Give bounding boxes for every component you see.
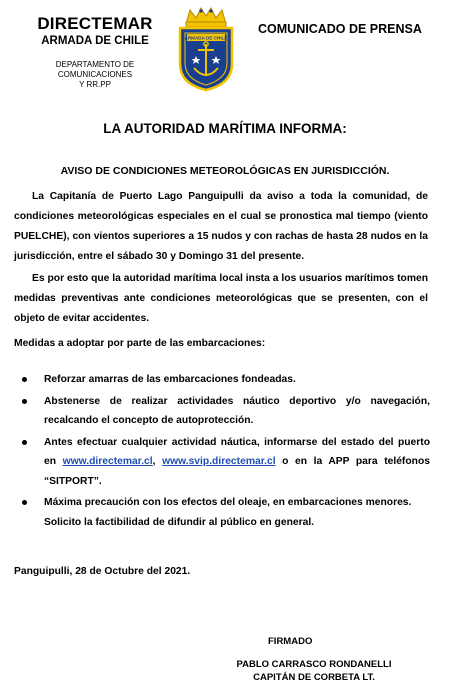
document-date: Panguipulli, 28 de Octubre del 2021. (14, 566, 191, 577)
list-item (20, 433, 430, 492)
closing-request: Solicito la factibilidad de difundir al público en general. (44, 517, 315, 528)
paragraph-recommendation: Es por esto que la autoridad marítima local insta a los usuarios marítimos tomen medidas preventivas ante condiciones meteorológicas que se presenten, con el objeto de evitar accidentes. (14, 273, 428, 324)
department-line-2: Y RR.PP (79, 80, 111, 89)
paragraph-notice: La Capitanía de Puerto Lago Panguipulli da aviso a toda la comunidad, de condiciones meteorológicas especiales en el cual se pronostica mal tiempo (viento PUELCHE), con vientos superiores a 15 nudos y con rachas de hasta 28 nudos en la jurisdicción, entre el sábado 30 y Domingo 31 del presente. (14, 191, 428, 262)
page-title: LA AUTORIDAD MARÍTIMA INFORMA: (103, 121, 347, 136)
bullet-icon (22, 377, 27, 382)
navy-crest-icon (174, 6, 238, 92)
list-item (20, 370, 430, 390)
signed-label: FIRMADO (268, 636, 313, 647)
bullet-icon (22, 500, 27, 505)
bullet-icon (22, 399, 27, 404)
svip-directemar-link[interactable]: www.svip.directemar.cl (162, 456, 276, 467)
measures-list (20, 370, 430, 515)
link-separator: , (152, 456, 156, 467)
org-name: DIRECTEMAR (37, 14, 153, 33)
bullet-icon (22, 440, 27, 445)
measure-text: Abstenerse de realizar actividades náutico deportivo y/o navegación, recalcando el concepto de autoprotección. (44, 395, 430, 426)
signer-rank: CAPITÁN DE CORBETA LT. (253, 671, 375, 683)
measure-text: Máxima precaución con los efectos del oleaje, en embarcaciones menores. (44, 497, 412, 508)
org-header (20, 14, 170, 90)
notice-subtitle: AVISO DE CONDICIONES METEOROLÓGICAS EN JURISDICCIÓN. (60, 165, 390, 177)
list-item (20, 392, 430, 431)
list-item (20, 493, 430, 513)
crest-text: ARMADA DE CHILE (184, 35, 228, 41)
measures-heading: Medidas a adoptar por parte de las embarcaciones: (14, 338, 266, 349)
signature-block (214, 659, 414, 684)
directemar-link[interactable]: www.directemar.cl (62, 456, 153, 467)
measure-text: Reforzar amarras de las embarcaciones fondeadas. (44, 374, 296, 385)
measure-text: Antes efectuar cualquier actividad náutica, informarse del estado del puerto en (44, 436, 430, 467)
signer-name: PABLO CARRASCO RONDANELLI (236, 659, 392, 670)
measure-text: o en la APP para teléfonos “SITPORT”. (44, 456, 430, 487)
org-subtitle: ARMADA DE CHILE (41, 35, 149, 47)
press-release-label: COMUNICADO DE PRENSA (258, 22, 422, 36)
department-line-1: DEPARTAMENTO DE COMUNICACIONES (55, 60, 135, 79)
